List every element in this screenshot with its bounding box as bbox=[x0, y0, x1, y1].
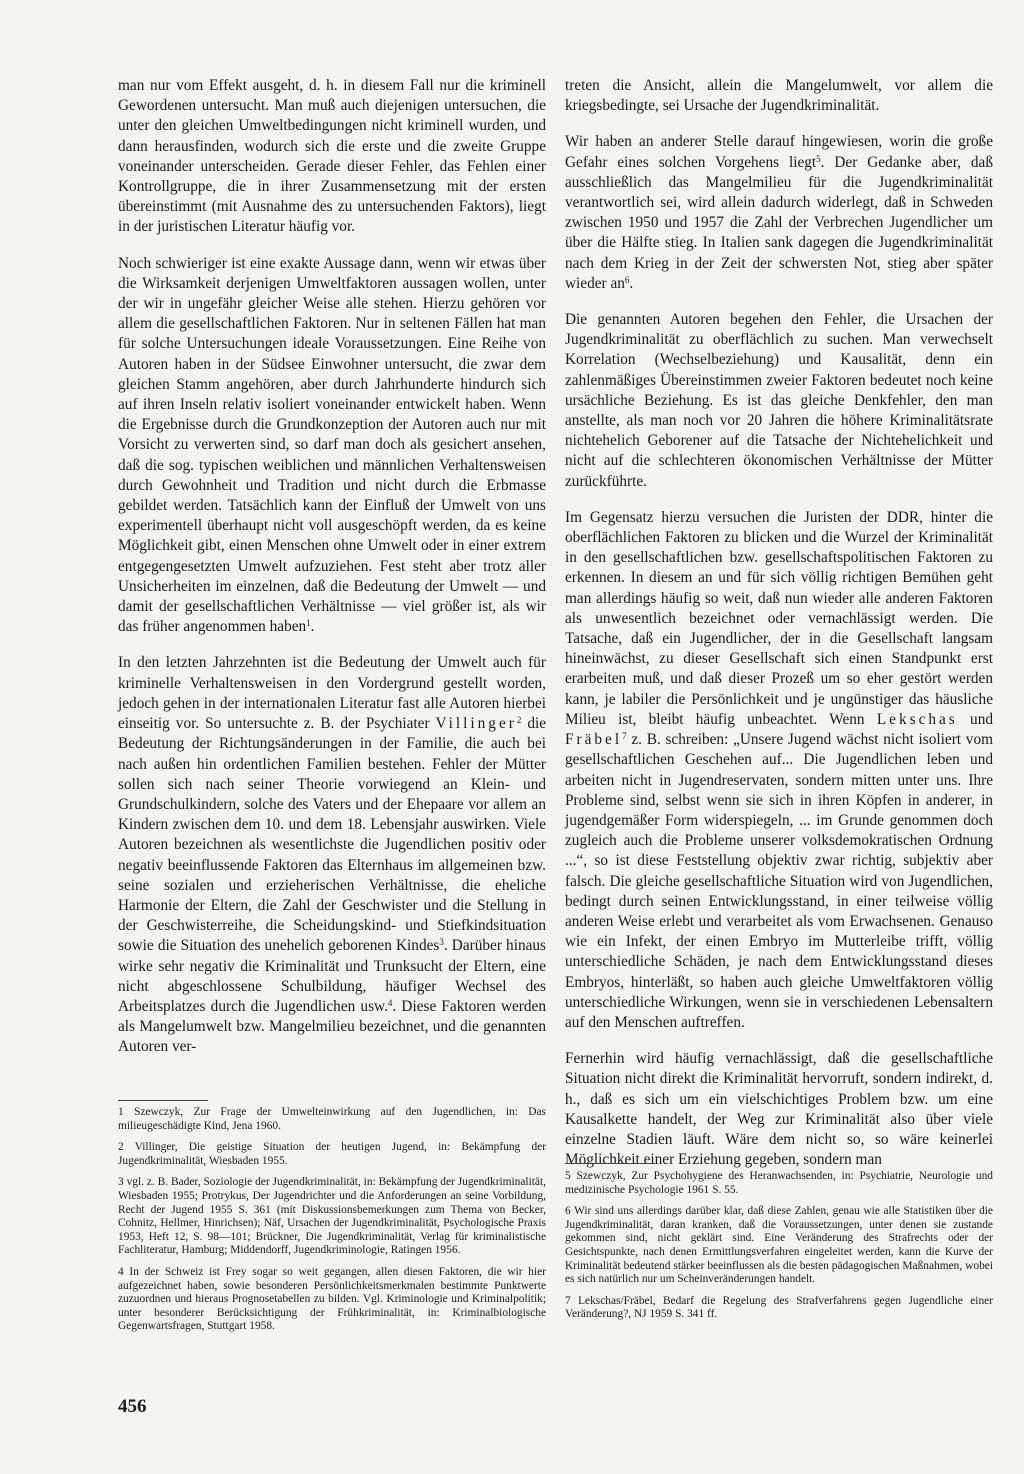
author-name-lekschas: Lekschas bbox=[876, 710, 958, 728]
footnotes-left bbox=[118, 1106, 546, 1342]
footnote-4: 4 In der Schweiz ist Frey sogar so weit gegangen, allen diesen Faktoren, die wir hier aufgezeichnet haben, sowie besonderen Persönlichkeitsmerkmalen bestimmte Punktwerte zuzuordnen und hieraus Prognosetabellen zu bilden. Vgl. Kriminologie und Kriminalpolitik; unter besonderer Berücksichtigung der Frühkriminalität, in: Kriminalbiologische Gegenwartsfragen, Stuttgart 1958. bbox=[118, 1265, 546, 1333]
right-paragraph-2-text-b: . Der Gedanke aber, daß ausschließlich das Mangelmilieu für die Jugendkriminalität verantwortlich sei, wird allein dadurch widerlegt, daß in Schweden zwischen 1950 und 1957 die Zahl der Verbrechen Jugendlicher um über die Hälfte stieg. In Italien sank dagegen die Jugendkriminalität nach dem Krieg in der Zeit der schwersten Not, stieg aber später wieder an bbox=[565, 153, 993, 292]
right-paragraph-5: Fernerhin wird häufig vernachlässigt, daß die gesellschaftliche Situation nicht direkt die Kriminalität hervorruft, sondern indirekt, d. h., daß es sich um ein vielschichtiges Problem bzw. um eine Kausalkette handelt, der Weg zur Kriminalität also über viele einzelne Stadien läuft. Wäre dem nicht so, so wäre keinerlei Möglichkeit einer Erziehung gegeben, sondern man bbox=[565, 1050, 993, 1169]
footnote-1: 1 Szewczyk, Zur Frage der Umwelteinwirkung auf den Jugendlichen, in: Das milieugeschädigte Kind, Jena 1960. bbox=[118, 1106, 546, 1132]
footnote-6: 6 Wir sind uns allerdings darüber klar, daß diese Zahlen, genau wie alle Statistiken über die Jugendkriminalität, daran kranken, daß die Voraussetzungen, unter denen sie zustande gekommen sind, nicht geklärt sind. Eine Veränderung des Strafrechts oder der Gesichtspunkte, nach denen Ermittlungsverfahren eingeleitet werden, kann die Kurve der Kriminalität bedeutend stärker beeinflussen als die besten pädagogischen Maßnahmen, wobei es sich natürlich nur um Scheinveränderungen handelt. bbox=[565, 1205, 993, 1286]
footnote-divider-right bbox=[565, 1163, 655, 1164]
left-paragraph-3-text-c: . Darüber hinaus wirke sehr negativ die Kriminalität und Trunksucht der Eltern, eine nicht abgeschlossene Schulbildung, häufiger Wechsel des Arbeitsplatzes durch die Jugendlichen usw. bbox=[118, 937, 546, 1015]
footnote-ref-1: 1 bbox=[306, 618, 311, 629]
footnote-5: 5 Szewczyk, Zur Psychohygiene des Heranwachsenden, in: Psychiatrie, Neurologie und medizinische Psychologie 1961 S. 55. bbox=[565, 1170, 993, 1196]
footnote-7: 7 Lekschas/Fräbel, Bedarf die Regelung des Strafverfahrens gegen Jugendliche einer Veränderung?, NJ 1959 S. 341 ff. bbox=[565, 1294, 993, 1321]
footnote-ref-7: 7 bbox=[622, 731, 627, 742]
right-paragraph-3: Die genannten Autoren begehen den Fehler, die Ursachen der Jugendkriminalität zu oberflächlich zu suchen. Man verwechselt Korrelation (Wechselbeziehung) und Kausalität, denn ein zahlenmäßiges Übereinstimmen zweier Faktoren bedeutet noch keine ursächliche Beziehung. Es ist das gleiche Denkfehler, den man anstellte, als man noch vor 20 Jahren die höhere Kriminalitätsrate nichtehelich Geborener auf die Tatsache der Nichtehelichkeit und nicht auf die schlechteren ökonomischen Verhältnisse der Mütter zurückführte. bbox=[565, 311, 993, 490]
left-paragraph-3-text-d: . Diese Faktoren werden als Mangelumwelt bzw. Mangelmilieu bezeichnet, und die genannten Autoren ver- bbox=[118, 997, 546, 1056]
left-paragraph-1: man nur vom Effekt ausgeht, d. h. in diesem Fall nur die kriminell Gewordenen untersucht. Man muß auch diejenigen untersuchen, die unter den gleichen Umweltbedingungen nicht kriminell wurden, und dann herausfinden, wodurch sich die erste und die zweite Gruppe voneinander unterscheiden. Gerade dieser Fehler, das Fehlen einer Kontrollgruppe, die in ihrer Zusammensetzung mit der ersten übereinstimmt (mit Ausnahme des zu untersuchenden Faktors), liegt in der juristischen Literatur häufig vor. bbox=[118, 77, 546, 236]
footnotes-right bbox=[565, 1170, 993, 1330]
left-column bbox=[118, 76, 546, 1074]
footnote-ref-2: 2 bbox=[516, 715, 522, 726]
footnote-ref-6: 6 bbox=[624, 274, 630, 285]
right-column bbox=[565, 76, 993, 1186]
left-paragraph-3-text-b: die Bedeutung der Richtungsänderungen in der Familie, die auch bei nach außen hin ordentlichen Familien bestehen. Fehler der Mütter sollen sich nach seiner Theorie vorwiegend an Klein- und Grundschulkindern, solche des Vaters und der Ehepaare vor allem an Kindern zwischen dem 10. und dem 18. Lebensjahr auswirken. Viele Autoren bezeichnen als wesentlichste die Jugendlichen positiv oder negativ beeinflussende Faktoren das Elternhaus im allgemeinen bzw. seine sozialen und erzieherischen Verhältnisse, die eheliche Harmonie der Eltern, die Zahl der Geschwister und die Stellung in der Geschwisterreihe, die Scheidungskind- und Stiefkindsituation sowie die Situation des unehelich geborenen Kindes bbox=[118, 715, 547, 955]
left-paragraph-2-text: Noch schwieriger ist eine exakte Aussage dann, wenn wir etwas über die Wirksamkeit derjenigen Umweltfaktoren aussagen wollen, unter der wir in ungefähr gleicher Weise alle stehen. Hierzu gehören vor allem die gesellschaftlichen Faktoren. Nur in seltenen Fällen hat man für solche Untersuchungen ideale Voraussetzungen. Eine Reihe von Autoren haben in der Südsee Einwohner untersucht, die zwar dem gleichen Stamm angehören, aber durch Jahrhunderte hindurch sich auf ihren Inseln relativ isoliert voneinander entwickelt haben. Wenn die Ergebnisse durch die Grundkonzeption der Autoren auch nur mit Vorsicht zu verwerten sind, so darf man doch als gesichert ansehen, daß die sog. typischen weiblichen und männlichen Verhaltensweisen durch Gewohnheit und Tradition und nicht durch die Erbmasse gebildet werden. Tatsächlich kann der Einfluß der Umwelt von uns experimentell überhaupt nicht voll ausgeschöpft werden, da es keine Möglichkeit gibt, einen Menschen ohne Umwelt oder in einer extrem entgegengesetzten Umwelt aufzuziehen. Fest steht aber trotz aller Unsicherheiten im einzelnen, daß die Bedeutung der Umwelt — und damit der gesellschaftlichen Verhältnisse — viel größer ist, als wir das früher angenommen haben bbox=[118, 254, 546, 636]
author-name-villinger: Villinger bbox=[435, 715, 517, 733]
footnote-ref-4: 4 bbox=[387, 997, 393, 1008]
right-paragraph-2-text-c: . bbox=[629, 274, 634, 292]
right-paragraph-4-text-b: z. B. schreiben: „Unsere Jugend wächst nicht isoliert vom gesellschaftlichen Geschehen auf... Die Jugendlichen leben und arbeiten nicht in Jugendreservaten, sondern mitten unter uns. Ihre Probleme sind, selbst wenn sie sich in ihren Köpfen in anderer, in jugendgemäßer Form widerspiegeln, ... im Grunde genommen doch zugleich auch die Probleme unserer volksdemokratischen Ordnung ...“, so ist diese Feststellung objektiv zwar richtig, subjektiv aber falsch. Die gleiche gesellschaftliche Situation wird von Jugendlichen, bedingt durch seinen Entwicklungsstand, in einer teilweise völlig anderen Weise erlebt und verarbeitet als vom Erwachsenen. Genauso wie ein Infekt, der einen Embryo im Mutterleibe trifft, völlig unterschiedliche Schäden, je nach dem Entwicklungsstand dieses Embryos, hinterläßt, so haben auch gleiche Umweltfaktoren völlig unterschiedliche Wirkungen, wenn sie in verschiedenen Lebensaltern auf den Menschen auftreffen. bbox=[565, 731, 993, 1031]
left-paragraph-2-end: . bbox=[310, 618, 315, 636]
right-paragraph-2-text-a: Wir haben an anderer Stelle darauf hingewiesen, worin die große Gefahr eines solchen Vorgehens liegt bbox=[565, 133, 993, 171]
left-paragraph-3 bbox=[118, 653, 546, 1057]
left-paragraph-3-text-a: In den letzten Jahrzehnten ist die Bedeutung der Umwelt auch für kriminelle Verhaltensweisen in den Vordergrund gestellt worden, jedoch gehen in der internationalen Literatur fast alle Autoren hierbei einseitig vor. So untersuchte z. B. der Psychiater bbox=[118, 654, 546, 733]
right-paragraph-4-text-a: Im Gegensatz hierzu versuchen die Juristen der DDR, hinter die oberflächlichen Faktoren zu blicken und die Wurzel der Kriminalität in den gesellschaftlichen bzw. gesellschaftspolitischen Faktoren zu erkennen. In diesem an und für sich völlig richtigen Bemühen geht man allerdings häufig so weit, daß nun wieder alle anderen Faktoren als unwesentlich bezeichnet oder vernachlässigt werden. Die Tatsache, daß ein Jugendlicher, der in die Gesellschaft langsam hineinwächst, zu dieser Gesellschaft sich einen Standpunkt erst erarbeiten muß, und daß dieser Prozeß um so eher gestört werden kann, je labiler die Persönlichkeit und je ungünstiger das häusliche Milieu ist, bleibt häufig unbeachtet. Wenn bbox=[565, 508, 993, 728]
left-paragraph-2 bbox=[118, 254, 546, 638]
footnote-2: 2 Villinger, Die geistige Situation der heutigen Jugend, in: Bekämpfung der Jugendkriminalität, Wiesbaden 1955. bbox=[118, 1141, 546, 1167]
footnote-3: 3 vgl. z. B. Bader, Soziologie der Jugendkriminalität, in: Bekämpfung der Jugendkriminalität, Wiesbaden 1955; Protrykus, Der Jugendrichter und die Anforderungen an seine Vorbildung, Recht der Jugend 1955 S. 361 (mit Diskussionsbemerkungen zum Thema von Becker, Cohnitz, Hellmer, Hinrichsen); Näf, Ursachen der Jugendkriminalität, Psychologische Praxis 1953, Heft 12, S. 98—101; Brückner, Die Jugendkriminalität, Verlag für kriminalistische Fachliteratur, Hamburg; Middendorff, Jugendkriminologie, Ratingen 1956. bbox=[118, 1176, 546, 1257]
footnote-divider-left bbox=[118, 1100, 208, 1101]
right-paragraph-1: treten die Ansicht, allein die Mangelumwelt, vor allem die kriegsbedingte, sei Ursache der Jugendkriminalität. bbox=[565, 77, 993, 115]
footnote-ref-5: 5 bbox=[816, 153, 821, 164]
author-name-fraebel: Fräbel bbox=[565, 731, 623, 749]
right-paragraph-2 bbox=[565, 132, 993, 294]
footnote-ref-3: 3 bbox=[439, 937, 444, 948]
page-number: 456 bbox=[118, 1396, 147, 1417]
conjunction-und: und bbox=[957, 710, 993, 728]
right-paragraph-4 bbox=[565, 508, 993, 1033]
